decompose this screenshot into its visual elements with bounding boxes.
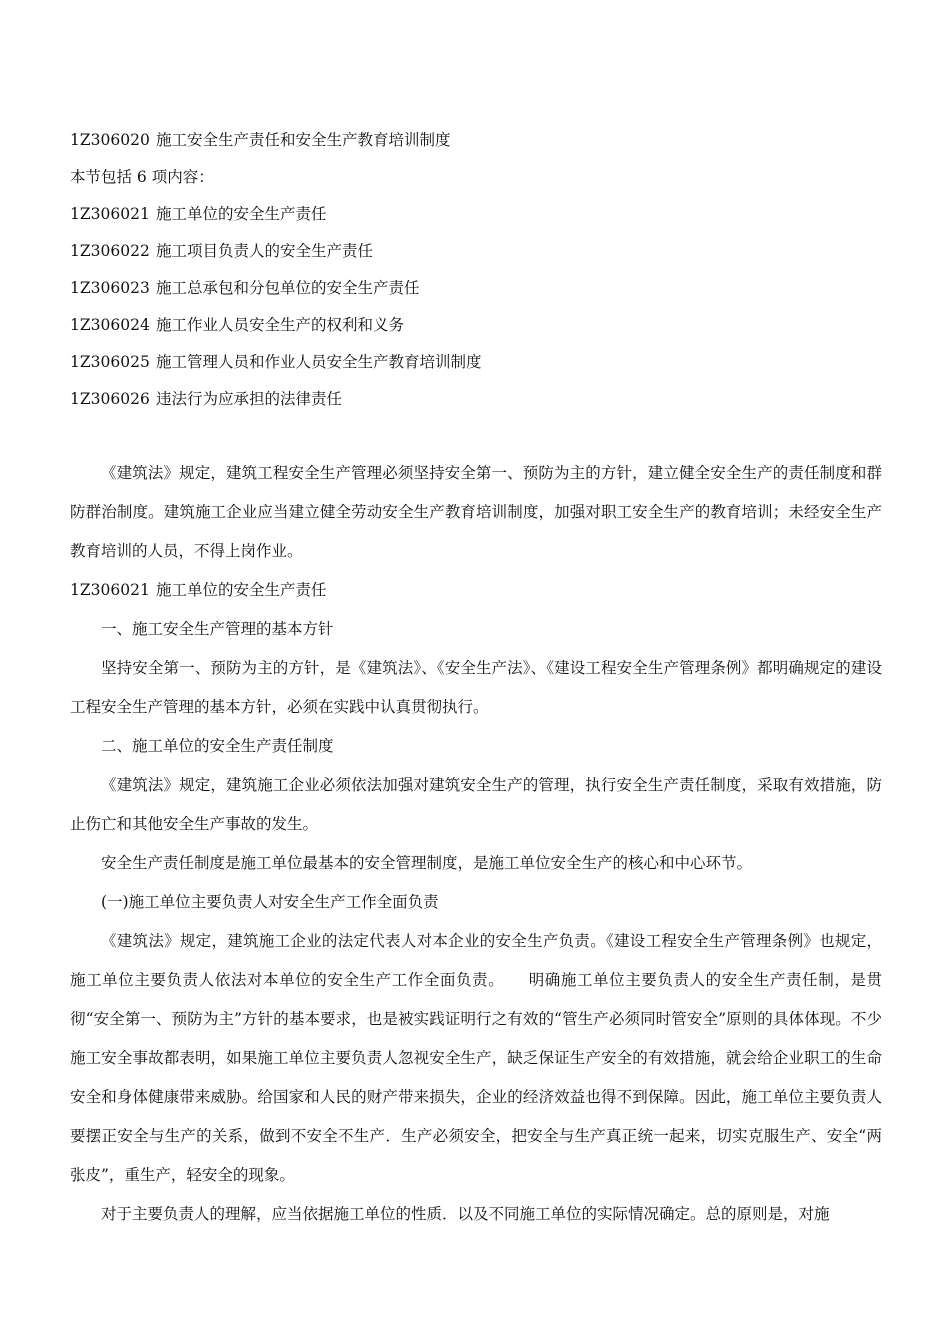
toc-item <box>70 381 882 418</box>
section-header-code: 1Z306020 <box>70 131 150 149</box>
heading-responsibility-system: 二、施工单位的安全生产责任制度 <box>101 737 334 755</box>
toc-item <box>70 196 882 233</box>
toc-title: 施工项目负责人的安全生产责任 <box>156 242 374 260</box>
paragraph-construction-law-overview: 《建筑法》规定，建筑工程安全生产管理必须坚持安全第一、预防为主的方针，建立健全安全生产的责任制度和群防群治制度。建筑施工企业应当建立健全劳动安全生产教育培训制度，加强对职工安全生产的教育培训；未经安全生产教育培训的人员，不得上岗作业。 <box>70 464 882 560</box>
blank-gap <box>70 418 882 454</box>
toc-code: 1Z306022 <box>70 242 150 260</box>
heading-basic-policy: 一、施工安全生产管理的基本方针 <box>101 620 334 638</box>
section-header-title: 施工安全生产责任和安全生产教育培训制度 <box>156 131 451 149</box>
toc-item <box>70 270 882 307</box>
toc-title: 违法行为应承担的法律责任 <box>156 390 343 408</box>
toc-item <box>70 233 882 270</box>
toc-code: 1Z306026 <box>70 390 150 408</box>
subsection-heading <box>70 571 882 610</box>
heading-principal-responsibility: (一)施工单位主要负责人对安全生产工作全面负责 <box>101 893 439 911</box>
intro-line: 本节包括 6 项内容： <box>70 168 214 186</box>
toc-title: 施工管理人员和作业人员安全生产教育培训制度 <box>156 353 482 371</box>
toc-title: 施工作业人员安全生产的权利和义务 <box>156 316 405 334</box>
toc-title: 施工总承包和分包单位的安全生产责任 <box>156 279 420 297</box>
toc-code: 1Z306021 <box>70 205 150 223</box>
toc-title: 施工单位的安全生产责任 <box>156 205 327 223</box>
subsection-code: 1Z306021 <box>70 581 150 599</box>
toc-code: 1Z306024 <box>70 316 150 334</box>
toc-code: 1Z306025 <box>70 353 150 371</box>
paragraph-core-system: 安全生产责任制度是施工单位最基本的安全管理制度，是施工单位安全生产的核心和中心环节。 <box>101 854 753 872</box>
paragraph-responsibility-system: 《建筑法》规定，建筑施工企业必须依法加强对建筑安全生产的管理，执行安全生产责任制度，采取有效措施，防止伤亡和其他安全生产事故的发生。 <box>70 776 882 833</box>
toc-code: 1Z306023 <box>70 279 150 297</box>
paragraph-principal-definition: 对于主要负责人的理解，应当依据施工单位的性质．以及不同施工单位的实际情况确定。总的原则是，对施 <box>101 1205 830 1223</box>
subsection-title: 施工单位的安全生产责任 <box>156 581 327 599</box>
section-header <box>70 122 882 159</box>
paragraph-principal-responsibility: 《建筑法》规定，建筑施工企业的法定代表人对本企业的安全生产负责。《建设工程安全生产管理条例》也规定，施工单位主要负责人依法对本单位的安全生产工作全面负责。 明确施工单位主要负责人的安全生产责任制，是贯彻“安全第一、预防为主”方针的基本要求，也是被实践证明行之有效的“管生产必须同时管安全”原则的具体体现。不少施工安全事故都表明，如果施工单位主要负责人忽视安全生产，缺乏保证生产安全的有效措施，就会给企业职工的生命安全和身体健康带来威胁。给国家和人民的财产带来损失，企业的经济效益也得不到保障。因此，施工单位主要负责人要摆正安全与生产的关系，做到不安全不生产．生产必须安全，把安全与生产真正统一起来，切实克服生产、安全“两张皮”，重生产，轻安全的现象。 <box>70 932 882 1184</box>
toc-item <box>70 344 882 381</box>
document-page <box>70 122 882 1234</box>
paragraph-basic-policy: 坚持安全第一、预防为主的方针，是《建筑法》、《安全生产法》、《建设工程安全生产管理条例》都明确规定的建设工程安全生产管理的基本方针，必须在实践中认真贯彻执行。 <box>70 659 882 716</box>
toc-list <box>70 196 882 418</box>
toc-item <box>70 307 882 344</box>
